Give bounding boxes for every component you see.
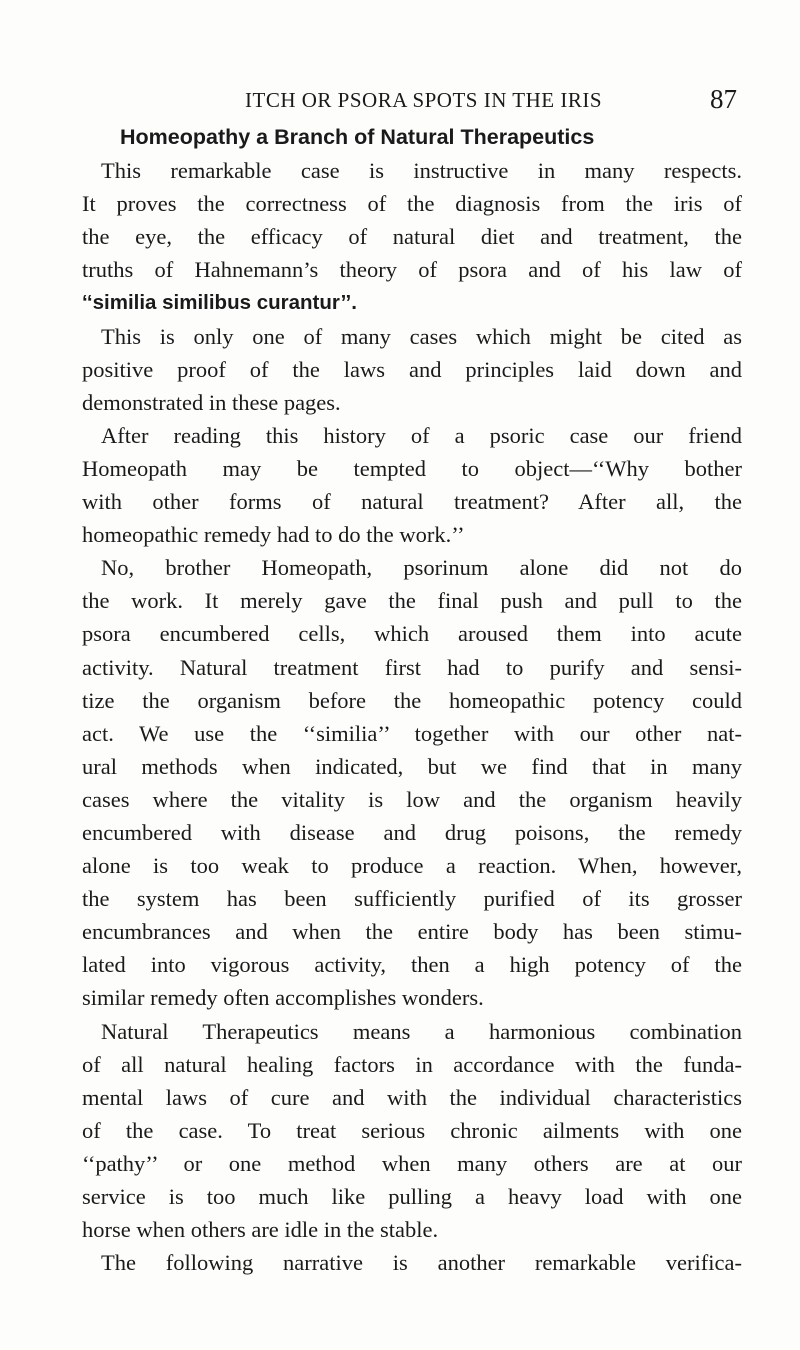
text-line: truths of Hahnemann’s theory of psora and of his law of xyxy=(82,257,742,283)
text-line: the work. It merely gave the final push and pull to the xyxy=(82,588,742,614)
text-line: the eye, the efficacy of natural diet and treatment, the xyxy=(82,224,742,250)
text-line: homeopathic remedy had to do the work.’’ xyxy=(82,522,465,548)
paragraph xyxy=(82,551,742,1014)
paragraph xyxy=(82,1015,742,1247)
paragraphs xyxy=(82,154,742,1279)
text-line: similar remedy often accomplishes wonders. xyxy=(82,985,484,1011)
paragraph xyxy=(82,419,742,551)
text-line: positive proof of the laws and principles laid down and xyxy=(82,356,742,382)
text-line: This remarkable case is instructive in many respects. xyxy=(101,158,742,184)
running-title: ITCH OR PSORA SPOTS IN THE IRIS xyxy=(245,88,603,112)
paragraph xyxy=(82,320,742,419)
text-line: service is too much like pulling a heavy load with one xyxy=(82,1184,742,1209)
text-line: lated into vigorous activity, then a high potency of the xyxy=(82,952,742,978)
text-line: cases where the vitality is low and the organism heavily xyxy=(82,786,742,812)
text-line: It proves the correctness of the diagnosis from the iris of xyxy=(82,191,742,217)
paragraph xyxy=(82,1246,742,1279)
paragraph xyxy=(82,154,742,319)
text-line: encumbered with disease and drug poisons, the remedy xyxy=(82,819,742,845)
running-head xyxy=(0,84,800,118)
text-line: the system has been sufficiently purified of its grosser xyxy=(82,886,742,912)
text-line: alone is too weak to produce a reaction. When, however, xyxy=(82,853,742,879)
text-line: ‘‘pathy’’ or one method when many others are at our xyxy=(82,1150,742,1176)
text-line: Natural Therapeutics means a harmonious combination xyxy=(101,1018,742,1044)
page-number: 87 xyxy=(710,84,737,114)
text-line: with other forms of natural treatment? After all, the xyxy=(82,489,742,515)
text-line: act. We use the ‘‘similia’’ together with our other nat- xyxy=(82,720,742,746)
text-line: Homeopath may be tempted to object—‘‘Why bother xyxy=(82,455,742,481)
text-line: After reading this history of a psoric case our friend xyxy=(101,422,742,448)
text-line: The following narrative is another remarkable verifica- xyxy=(101,1250,742,1276)
text-line: tize the organism before the homeopathic potency could xyxy=(82,687,742,713)
body-text xyxy=(82,121,742,1279)
text-line: of all natural healing factors in accordance with the funda- xyxy=(82,1051,742,1077)
text-line: This is only one of many cases which might be cited as xyxy=(101,323,742,349)
text-line: mental laws of cure and with the individual characteristics xyxy=(82,1084,742,1110)
text-line: encumbrances and when the entire body has been stimu- xyxy=(82,919,742,945)
text-line: horse when others are idle in the stable. xyxy=(82,1217,439,1243)
text-line: ‘‘similia similibus curantur’’. xyxy=(82,291,357,315)
text-line: activity. Natural treatment first had to purify and sensi- xyxy=(82,654,742,680)
text-line: ural methods when indicated, but we find that in many xyxy=(82,753,742,779)
text-line: demonstrated in these pages. xyxy=(82,389,341,415)
text-line: No, brother Homeopath, psorinum alone did not do xyxy=(101,555,742,581)
section-heading: Homeopathy a Branch of Natural Therapeutics xyxy=(120,125,595,149)
text-line: psora encumbered cells, which aroused them into acute xyxy=(82,621,742,647)
text-line: of the case. To treat serious chronic ailments with one xyxy=(82,1117,742,1143)
